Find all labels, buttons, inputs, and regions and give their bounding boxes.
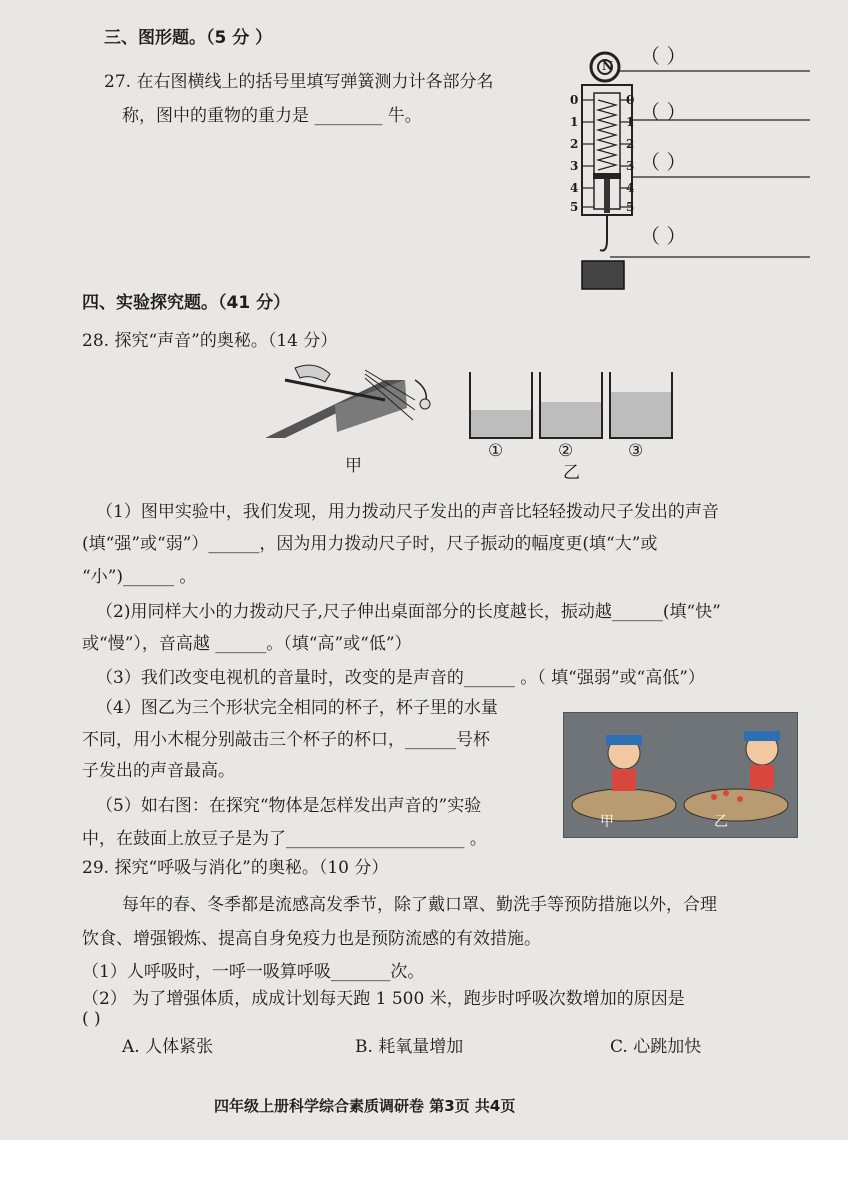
q28-p4-line1: （4）图乙为三个形状完全相同的杯子，杯子里的水量 xyxy=(96,698,498,718)
scale-label-r5: 5 xyxy=(626,200,635,214)
scale-top-letter: N xyxy=(602,59,613,73)
q27-paren-4: （ ） xyxy=(640,224,687,248)
section-4-heading: 四、实验探究题。（41 分） xyxy=(82,293,291,313)
q28-title: 28. 探究“声音”的奥秘。（14 分） xyxy=(82,331,338,351)
q28-p1-line2: (填“强”或“弱”）______，因为用力拨动尺子时，尺子振动的幅度更(填“大”或 xyxy=(82,534,658,554)
photo-jia-label: 甲 xyxy=(600,814,614,830)
q28-p5-line1: （5）如右图：在探究“物体是怎样发出声音的”实验 xyxy=(96,796,482,816)
scale-label-0: 0 xyxy=(570,93,579,107)
scale-label-4: 4 xyxy=(570,181,579,195)
cup-label-2: ② xyxy=(558,441,574,461)
q29-intro-line1: 每年的春、冬季都是流感高发季节，除了戴口罩、勤洗手等预防措施以外，合理 xyxy=(122,895,717,915)
three-cups-figure xyxy=(468,372,678,442)
q27-line2: 称，图中的重物的重力是 ________ 牛。 xyxy=(122,106,422,126)
q27-line1: 27. 在右图横线上的括号里填写弹簧测力计各部分名 xyxy=(104,72,494,92)
q29-option-a: A. 人体紧张 xyxy=(122,1037,214,1057)
q28-p4-line3: 子发出的声音最高。 xyxy=(82,761,235,781)
scale-label-r0: 0 xyxy=(626,93,635,107)
q28-p5-line2: 中，在鼓面上放豆子是为了_____________________ 。 xyxy=(82,829,487,849)
q28-p1-line3: “小”)______ 。 xyxy=(82,567,197,587)
scale-label-r2: 2 xyxy=(626,137,635,151)
q29-p2-line1: （2） 为了增强体质，成成计划每天跑 1 500 米，跑步时呼吸次数增加的原因是 xyxy=(82,989,685,1009)
q28-p3: （3）我们改变电视机的音量时，改变的是声音的______ 。（ 填“强弱”或“高低”） xyxy=(96,668,705,688)
q28-p2-line2: 或“慢”），音高越 ______。（填“高”或“低”） xyxy=(82,634,412,654)
q29-p1: （1）人呼吸时，一呼一吸算呼吸_______次。 xyxy=(82,962,425,982)
q29-intro-line2: 饮食、增强锻炼、提高自身免疫力也是预防流感的有效措施。 xyxy=(82,929,541,949)
q29-title: 29. 探究“呼吸与消化”的奥秘。（10 分） xyxy=(82,858,389,878)
ruler-experiment-figure xyxy=(265,360,445,450)
q29-option-b: B. 耗氧量增加 xyxy=(355,1037,464,1057)
cup-label-3: ③ xyxy=(628,441,644,461)
q27-paren-1: （ ） xyxy=(640,44,687,68)
page-footer: 四年级上册科学综合素质调研卷 第3页 共4页 xyxy=(214,1097,516,1115)
q29-option-c: C. 心跳加快 xyxy=(610,1037,702,1057)
scale-label-1: 1 xyxy=(570,115,579,129)
q28-p1-line1: （1）图甲实验中，我们发现，用力拨动尺子发出的声音比轻轻拨动尺子发出的声音 xyxy=(96,502,719,522)
q29-p2-line2: ( ) xyxy=(82,1009,101,1029)
section-3-heading: 三、图形题。（5 分 ） xyxy=(104,28,273,48)
scale-label-2: 2 xyxy=(570,137,579,151)
scale-label-r3: 3 xyxy=(626,159,635,173)
scale-label-5: 5 xyxy=(570,200,579,214)
q27-paren-2: （ ） xyxy=(640,100,687,124)
fig-yi-label: 乙 xyxy=(563,463,580,483)
q28-p2-line1: （2)用同样大小的力拨动尺子,尺子伸出桌面部分的长度越长，振动越______(填“快” xyxy=(96,602,721,622)
spring-scale-diagram xyxy=(560,35,820,295)
cup-label-1: ① xyxy=(488,441,504,461)
q28-p4-line2: 不同，用小木棍分别敲击三个杯子的杯口，______号杯 xyxy=(82,730,490,750)
drum-experiment-photo xyxy=(563,712,798,838)
scale-label-3: 3 xyxy=(570,159,579,173)
q27-paren-3: （ ） xyxy=(640,150,687,174)
scale-label-r1: 1 xyxy=(626,115,635,129)
scale-label-r4: 4 xyxy=(626,181,635,195)
fig-jia-label: 甲 xyxy=(345,456,362,476)
photo-yi-label: 乙 xyxy=(714,814,728,830)
